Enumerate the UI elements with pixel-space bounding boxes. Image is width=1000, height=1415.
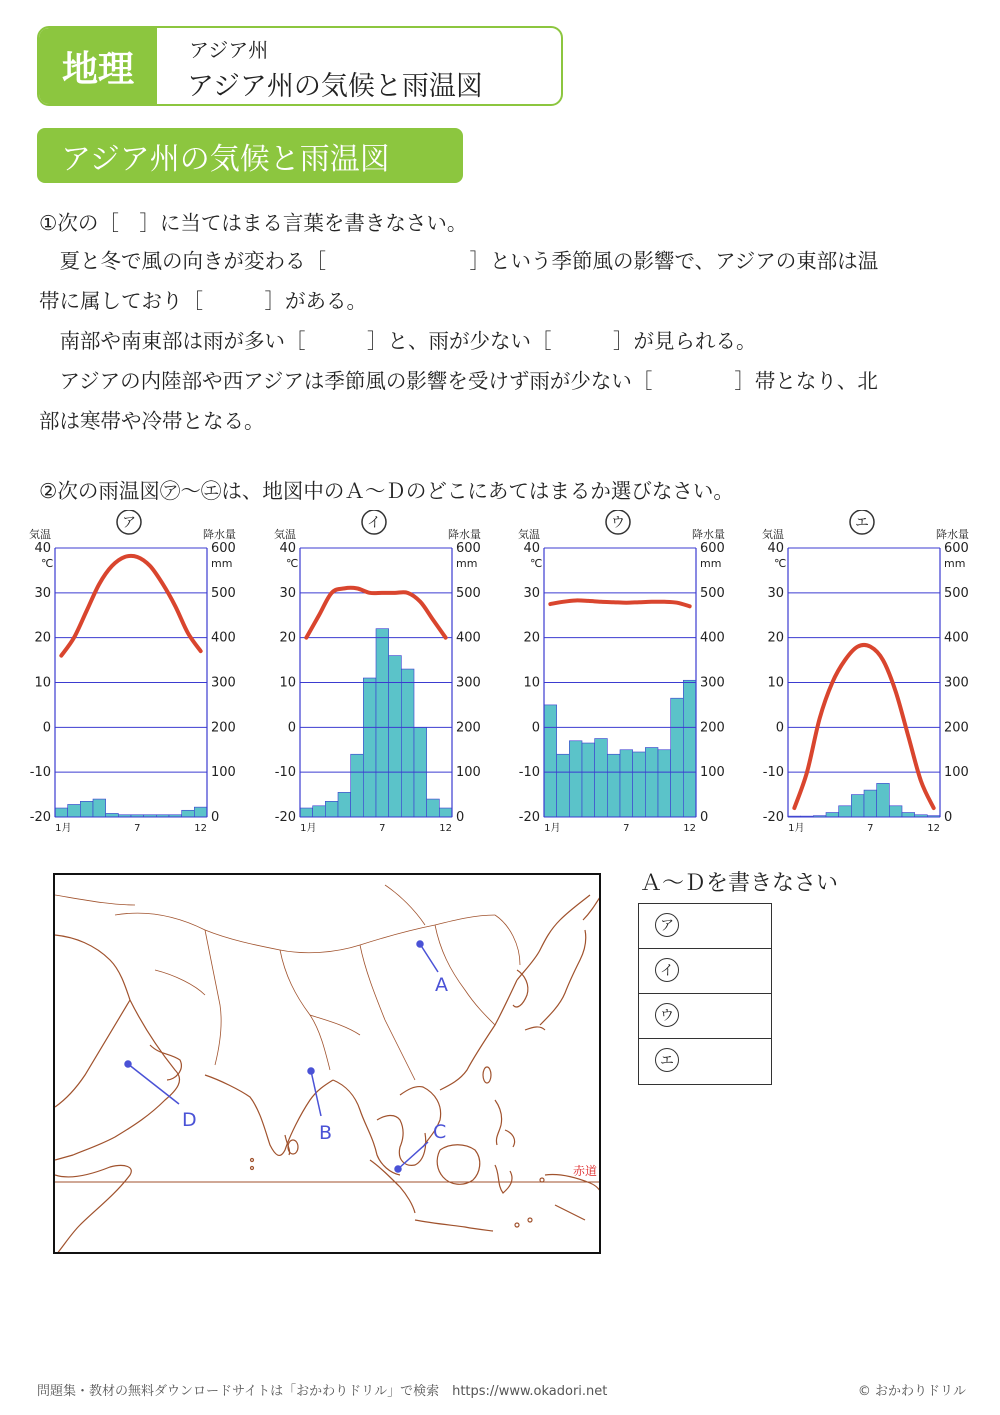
temp-tick-label: 10 [523, 675, 540, 691]
answer-table [638, 903, 772, 1085]
precip-bar [569, 741, 582, 817]
map-label-a: A [435, 974, 448, 996]
month-label: 7 [623, 823, 630, 834]
temp-tick-label: 20 [279, 630, 296, 646]
map-label-c: C [433, 1121, 447, 1143]
temp-tick-label: -20 [274, 810, 296, 825]
map-labels [182, 974, 448, 1144]
answer-row[interactable] [639, 1039, 771, 1084]
temp-tick-label: 20 [34, 630, 51, 646]
q1-line2: 夏と冬で風の向きが変わる［ ］という季節風の影響で、アジアの東部は温 [39, 249, 879, 273]
temp-tick-label: -20 [762, 810, 784, 825]
month-label: 12 [439, 823, 453, 834]
temp-tick-label: 30 [34, 585, 51, 601]
precip-bar [877, 783, 890, 817]
q1-line3: 帯に属しており［ ］がある。 [39, 289, 367, 313]
precip-tick-label: 100 [700, 765, 725, 781]
chart-title: エ [855, 515, 869, 531]
temp-axis-title: 気温 [518, 528, 540, 541]
temp-tick-label: 0 [42, 720, 51, 736]
precip-bar [68, 804, 81, 817]
temp-axis-title: 気温 [29, 528, 51, 541]
precip-bar [439, 808, 452, 817]
temp-tick-label: 0 [531, 720, 540, 736]
answer-header: Ａ〜Ｄを書きなさい [640, 871, 839, 896]
precip-bar [427, 799, 440, 817]
temperature-line [61, 556, 200, 656]
precip-tick-label: 0 [456, 810, 465, 825]
precip-bar [300, 808, 313, 817]
month-label: 1月 [788, 823, 805, 834]
q1-line6: 部は寒帯や冷帯となる。 [39, 409, 265, 433]
equator-label: 赤道 [573, 1164, 598, 1178]
precip-tick-label: 300 [211, 675, 236, 691]
temp-tick-label: -10 [518, 765, 540, 781]
precip-axis-title: 降水量 [692, 528, 725, 541]
precip-bar [851, 795, 864, 817]
answer-row[interactable] [639, 994, 771, 1039]
answer-label: イ [655, 958, 679, 982]
temp-tick-label: 30 [767, 585, 784, 601]
temp-axis-title: 気温 [274, 528, 296, 541]
precip-axis-title: 降水量 [448, 528, 481, 541]
precip-unit: mm [456, 557, 478, 570]
q1-line4: 南部や南東部は雨が多い［ ］と、雨が少ない［ ］が見られる。 [39, 329, 757, 353]
q1-line5: アジアの内陸部や西アジアは季節風の影響を受けず雨が少ない［ ］帯となり、北 [39, 369, 878, 393]
temp-unit: ℃ [530, 557, 543, 570]
precip-bar [864, 790, 877, 817]
climate-chart [758, 510, 988, 840]
month-label: 12 [927, 823, 941, 834]
precip-tick-label: 500 [456, 585, 481, 601]
temp-tick-label: -10 [274, 765, 296, 781]
month-label: 12 [683, 823, 697, 834]
precip-tick-label: 400 [944, 630, 969, 646]
precip-tick-label: 100 [211, 765, 236, 781]
temp-tick-label: 30 [279, 585, 296, 601]
precip-bar [325, 801, 338, 817]
temp-tick-label: 0 [287, 720, 296, 736]
precip-tick-label: 300 [944, 675, 969, 691]
temp-tick-label: 10 [34, 675, 51, 691]
answer-label: エ [655, 1048, 679, 1072]
map-label-b: B [319, 1122, 333, 1144]
precip-bar [826, 813, 839, 817]
precip-bar [595, 739, 608, 817]
temp-axis-title: 気温 [762, 528, 784, 541]
temp-tick-label: -10 [29, 765, 51, 781]
month-label: 7 [379, 823, 386, 834]
temp-tick-label: 40 [279, 541, 296, 556]
temperature-line [550, 600, 689, 606]
answer-label: ア [655, 913, 679, 937]
footer-text: 問題集・教材の無料ダウンロードサイトは「おかわりドリル」で検索 https://www.okadori.net [37, 1384, 608, 1399]
precip-bar [80, 801, 93, 817]
month-label: 1月 [55, 823, 72, 834]
month-label: 7 [867, 823, 874, 834]
temp-tick-label: -10 [762, 765, 784, 781]
precip-bar [620, 750, 633, 817]
temp-tick-label: 10 [279, 675, 296, 691]
climate-chart [270, 510, 500, 840]
precip-tick-label: 500 [211, 585, 236, 601]
precip-tick-label: 200 [211, 720, 236, 736]
precip-bar [582, 743, 595, 817]
precip-bar [889, 806, 902, 817]
precip-tick-label: 0 [211, 810, 220, 825]
answer-row[interactable] [639, 904, 771, 949]
month-label: 1月 [300, 823, 317, 834]
temp-unit: ℃ [41, 557, 54, 570]
precip-tick-label: 600 [944, 541, 969, 556]
climate-chart [514, 510, 744, 840]
climate-chart [25, 510, 255, 840]
map-svg [55, 875, 601, 1254]
precip-bar [55, 808, 68, 817]
precip-tick-label: 100 [456, 765, 481, 781]
q1-line1: ①次の［ ］に当てはまる言葉を書きなさい。 [39, 211, 468, 235]
precip-unit: mm [700, 557, 722, 570]
precip-bar [671, 698, 684, 817]
precip-tick-label: 600 [456, 541, 481, 556]
precip-bar [544, 705, 557, 817]
precip-bar [389, 656, 402, 817]
header-box [37, 26, 563, 106]
answer-row[interactable] [639, 949, 771, 994]
precip-bar [106, 813, 119, 817]
precip-bar [313, 806, 326, 817]
precip-bar [607, 754, 620, 817]
precip-tick-label: 200 [456, 720, 481, 736]
chart-title: イ [367, 515, 381, 531]
precip-bar [338, 792, 351, 817]
month-label: 7 [134, 823, 141, 834]
chart-title: ア [122, 515, 136, 531]
temp-tick-label: 10 [767, 675, 784, 691]
precip-bar [839, 806, 852, 817]
temp-tick-label: 40 [767, 541, 784, 556]
precip-tick-label: 600 [211, 541, 236, 556]
footer-copyright: © おかわりドリル [857, 1384, 966, 1399]
subject-tab: 地理 [39, 28, 157, 104]
temp-unit: ℃ [774, 557, 787, 570]
precip-tick-label: 400 [700, 630, 725, 646]
precip-tick-label: 300 [456, 675, 481, 691]
precip-bar [363, 678, 376, 817]
temp-unit: ℃ [286, 557, 299, 570]
coastlines [55, 885, 601, 1254]
precip-unit: mm [211, 557, 233, 570]
temp-tick-label: 40 [523, 541, 540, 556]
temp-tick-label: -20 [518, 810, 540, 825]
precip-unit: mm [944, 557, 966, 570]
asia-map [53, 873, 601, 1254]
temp-tick-label: 40 [34, 541, 51, 556]
precip-bar [376, 629, 389, 817]
precip-bar [351, 754, 364, 817]
q2-text: ②次の雨温図㋐〜㋓は、地図中のＡ〜Ｄのどこにあてはまるか選びなさい。 [39, 479, 734, 503]
temp-tick-label: 20 [523, 630, 540, 646]
precip-bar [401, 669, 414, 817]
precip-bar [683, 680, 696, 817]
precip-tick-label: 300 [700, 675, 725, 691]
temp-tick-label: 0 [775, 720, 784, 736]
precip-bar [194, 807, 207, 817]
precip-bar [633, 752, 646, 817]
precip-tick-label: 0 [700, 810, 709, 825]
precip-tick-label: 600 [700, 541, 725, 556]
header-title: アジア州の気候と雨温図 [187, 71, 483, 102]
precip-bar [658, 750, 671, 817]
temp-tick-label: 30 [523, 585, 540, 601]
temp-tick-label: -20 [29, 810, 51, 825]
precip-bar [902, 813, 915, 817]
precip-bar [645, 748, 658, 817]
unit-label: アジア州 [189, 38, 269, 62]
precip-tick-label: 100 [944, 765, 969, 781]
precip-tick-label: 500 [700, 585, 725, 601]
precip-tick-label: 200 [944, 720, 969, 736]
temp-tick-label: 20 [767, 630, 784, 646]
precip-tick-label: 400 [211, 630, 236, 646]
precip-tick-label: 0 [944, 810, 953, 825]
map-label-d: D [182, 1109, 197, 1131]
precip-tick-label: 200 [700, 720, 725, 736]
precip-tick-label: 500 [944, 585, 969, 601]
precip-axis-title: 降水量 [203, 528, 236, 541]
precip-bar [93, 799, 106, 817]
precip-axis-title: 降水量 [936, 528, 969, 541]
temperature-line [794, 645, 933, 808]
precip-bar [182, 810, 195, 817]
chart-title: ウ [611, 515, 625, 531]
precip-tick-label: 400 [456, 630, 481, 646]
month-label: 1月 [544, 823, 561, 834]
month-label: 12 [194, 823, 208, 834]
section-title: アジア州の気候と雨温図 [37, 128, 463, 183]
answer-label: ウ [655, 1003, 679, 1027]
precip-bar [557, 754, 570, 817]
